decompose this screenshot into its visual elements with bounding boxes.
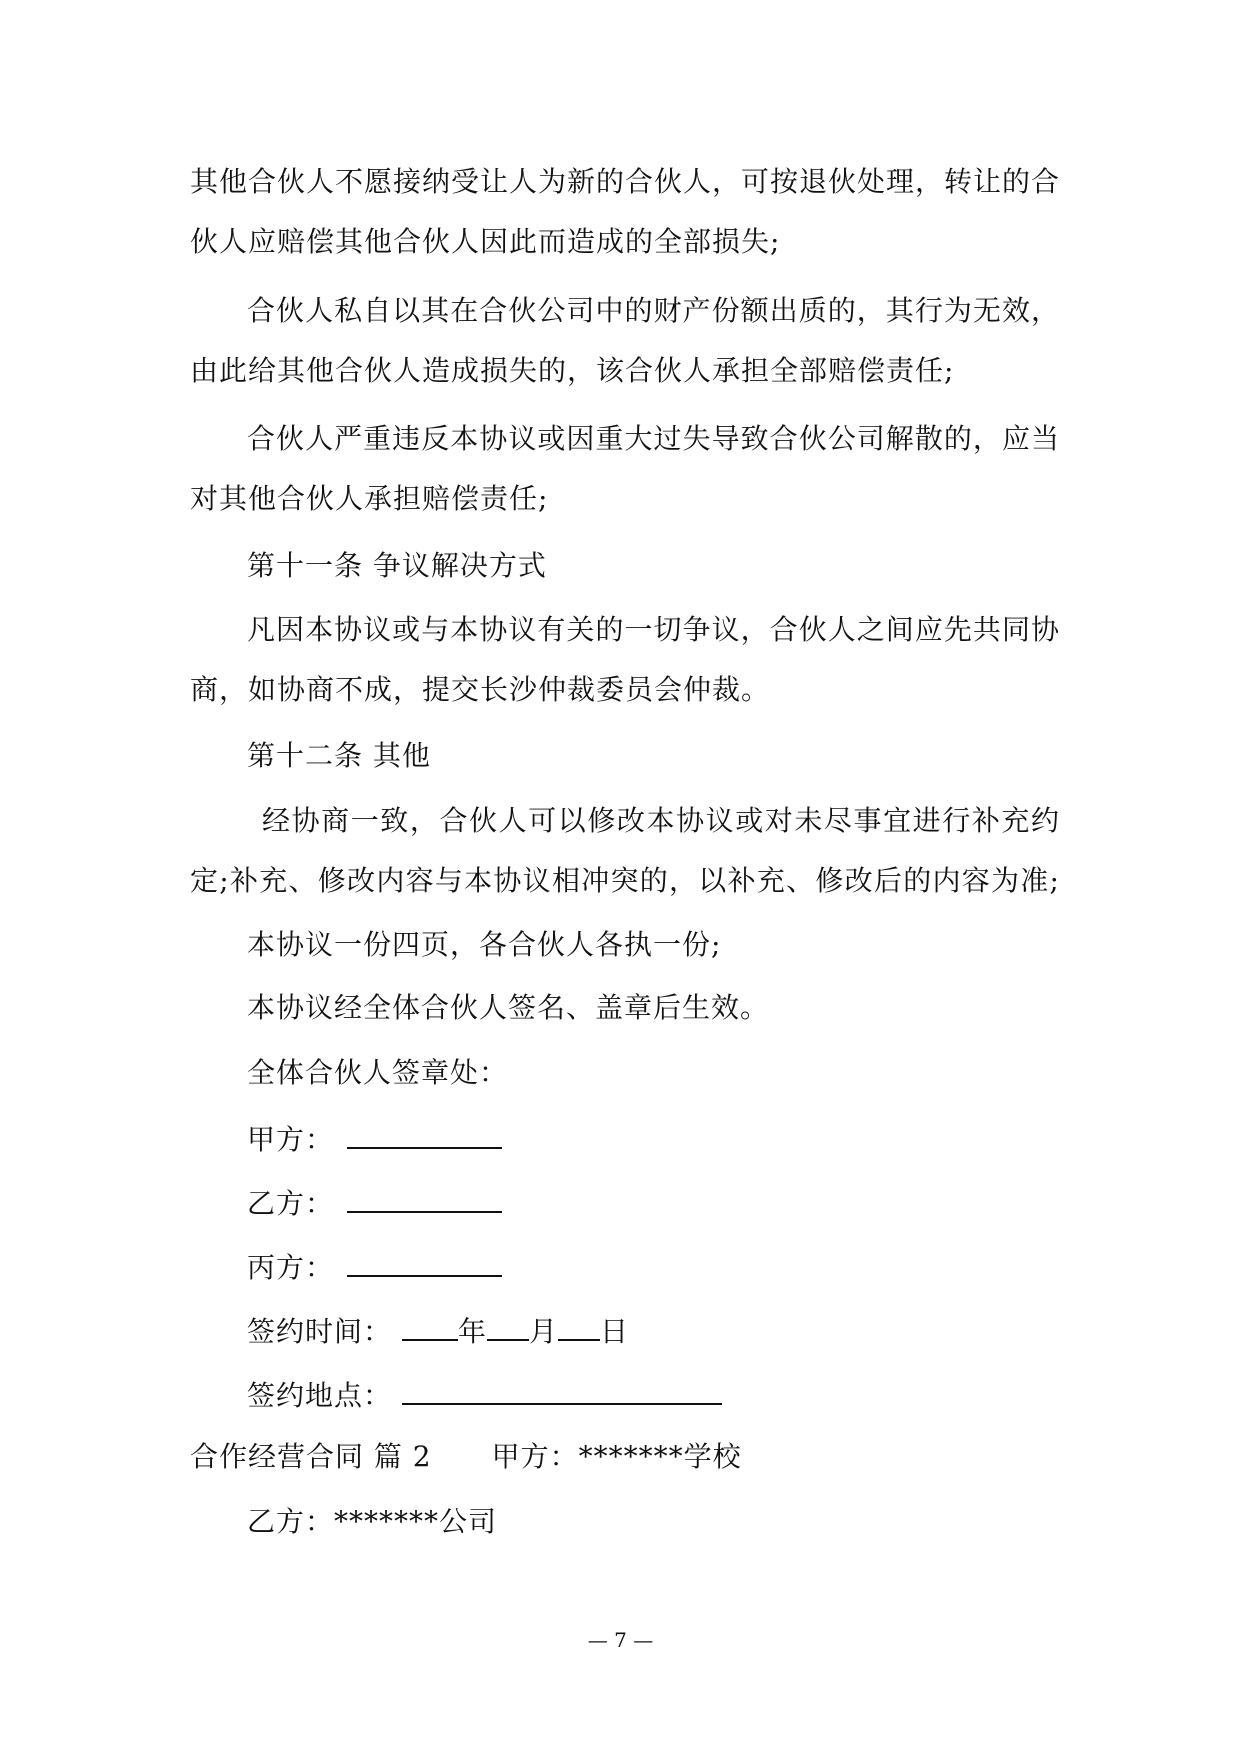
party-c-label: 丙方： [247, 1251, 335, 1284]
paragraph-line: 经协商一致，合伙人可以修改本协议或对未尽事宜进行补充约 [262, 804, 1060, 837]
paragraph-line: 伙人应赔偿其他合伙人因此而造成的全部损失; [190, 225, 781, 258]
signature-header: 全体合伙人签章处： [247, 1056, 509, 1089]
year-blank [402, 1309, 458, 1341]
next-contract-title: 合作经营合同 篇 2 [190, 1440, 432, 1473]
signature-party-b [247, 1181, 1060, 1224]
place-blank [402, 1373, 722, 1405]
paragraph-line: 本协议经全体合伙人签名、盖章后生效。 [247, 991, 770, 1024]
next-contract-heading [190, 1437, 1060, 1477]
paragraph-line: 合伙人私自以其在合伙公司中的财产份额出质的，其行为无效， [247, 294, 1060, 327]
paragraph-line: 定;补充、修改内容与本协议相冲突的，以补充、修改后的内容为准; [190, 864, 1060, 897]
paragraph-line: 对其他合伙人承担赔偿责任; [190, 482, 549, 515]
paragraph-line: 凡因本协议或与本协议有关的一切争议，合伙人之间应先共同协 [247, 613, 1060, 646]
paragraph-line: 由此给其他合伙人造成损失的，该合伙人承担全部赔偿责任; [190, 354, 955, 387]
paragraph-line: 合伙人严重违反本协议或因重大过失导致合伙公司解散的，应当 [247, 422, 1060, 455]
article-heading: 第十二条 其他 [247, 739, 431, 772]
next-contract-party-a: 甲方：*******学校 [491, 1440, 742, 1473]
signature-party-c [247, 1245, 1060, 1288]
signing-date [247, 1309, 1060, 1352]
article-heading: 第十一条 争议解决方式 [247, 549, 547, 582]
party-a-signature-blank [347, 1117, 502, 1149]
month-blank [487, 1309, 529, 1341]
party-c-signature-blank [347, 1245, 502, 1277]
place-label: 签约地点： [247, 1379, 393, 1412]
day-label: 日 [600, 1315, 630, 1348]
paragraph-line: 本协议一份四页，各合伙人各执一份; [247, 928, 722, 961]
party-b-label: 乙方： [247, 1187, 335, 1220]
page-number: — 7 — [587, 1628, 654, 1652]
paragraph-line: 其他合伙人不愿接纳受让人为新的合伙人，可按退伙处理，转让的合 [190, 165, 1061, 198]
month-label: 月 [529, 1315, 559, 1348]
signature-party-a [247, 1117, 1060, 1160]
day-blank [558, 1309, 600, 1341]
paragraph-line: 商，如协商不成，提交长沙仲裁委员会仲裁。 [190, 673, 771, 706]
party-a-label: 甲方： [247, 1123, 335, 1156]
date-label: 签约时间： [247, 1315, 393, 1348]
year-label: 年 [458, 1315, 488, 1348]
next-contract-party-b: 乙方：*******公司 [247, 1505, 498, 1538]
party-b-signature-blank [347, 1181, 502, 1213]
signing-place [247, 1373, 1060, 1416]
